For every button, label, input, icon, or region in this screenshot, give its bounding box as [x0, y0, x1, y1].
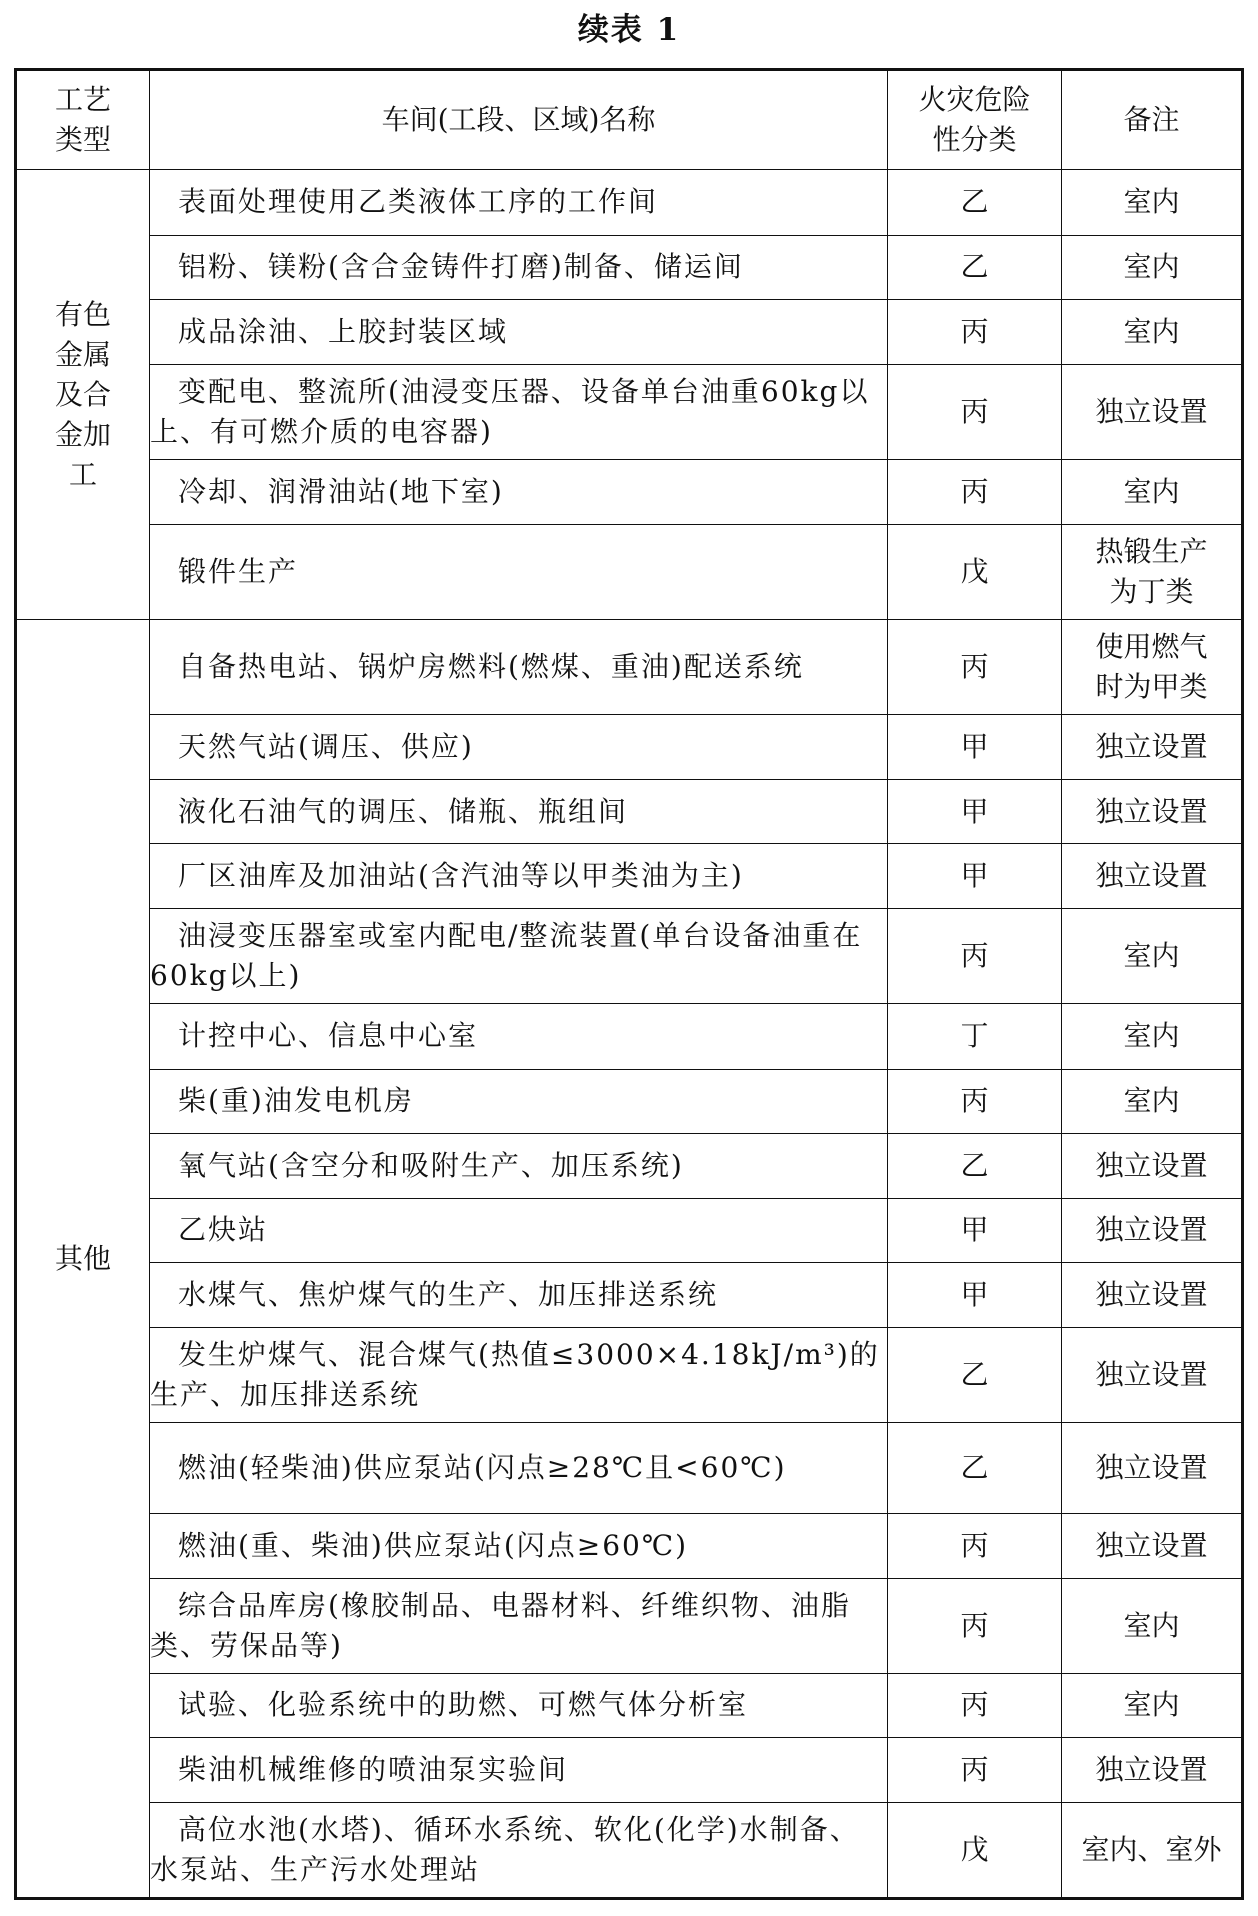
workshop-name: 柴油机械维修的喷油泵实验间 [150, 1738, 888, 1803]
hazard-class: 丙 [888, 364, 1062, 459]
table-row [16, 1134, 1243, 1199]
header-name: 车间(工段、区域)名称 [150, 70, 888, 170]
workshop-name: 成品涂油、上胶封装区域 [150, 300, 888, 365]
table-title: 续表 1 [577, 12, 681, 48]
hazard-class: 乙 [888, 1134, 1062, 1199]
workshop-name: 水煤气、焦炉煤气的生产、加压排送系统 [150, 1263, 888, 1328]
remark: 室内 [1062, 459, 1243, 525]
table-row [16, 1003, 1243, 1069]
remark: 室内 [1062, 300, 1243, 365]
remark: 独立设置 [1062, 1134, 1243, 1199]
hazard-class: 甲 [888, 1263, 1062, 1328]
remark: 室内 [1062, 1003, 1243, 1069]
remark: 室内 [1062, 170, 1243, 236]
remark: 独立设置 [1062, 779, 1243, 844]
fire-hazard-table [14, 68, 1244, 1900]
remark: 独立设置 [1062, 1327, 1243, 1422]
workshop-name: 乙炔站 [150, 1198, 888, 1263]
table-row [16, 620, 1243, 715]
table-row [16, 1069, 1243, 1134]
workshop-name: 冷却、润滑油站(地下室) [150, 459, 888, 525]
hazard-class: 甲 [888, 844, 1062, 909]
workshop-name: 自备热电站、锅炉房燃料(燃煤、重油)配送系统 [150, 620, 888, 715]
hazard-class: 甲 [888, 715, 1062, 780]
hazard-class: 丙 [888, 1578, 1062, 1673]
workshop-name: 液化石油气的调压、储瓶、瓶组间 [150, 779, 888, 844]
workshop-name: 柴(重)油发电机房 [150, 1069, 888, 1134]
header-row [16, 70, 1243, 170]
hazard-class: 乙 [888, 1422, 1062, 1513]
remark: 独立设置 [1062, 1514, 1243, 1579]
workshop-name: 综合品库房(橡胶制品、电器材料、纤维织物、油脂类、劳保品等) [150, 1578, 888, 1673]
remark: 独立设置 [1062, 844, 1243, 909]
hazard-class: 乙 [888, 170, 1062, 236]
workshop-name: 燃油(重、柴油)供应泵站(闪点≥60℃) [150, 1514, 888, 1579]
remark: 热锻生产为丁类 [1062, 525, 1243, 620]
hazard-class: 甲 [888, 779, 1062, 844]
remark: 室内、室外 [1062, 1802, 1243, 1898]
workshop-name: 计控中心、信息中心室 [150, 1003, 888, 1069]
remark: 使用燃气时为甲类 [1062, 620, 1243, 715]
header-note: 备注 [1062, 70, 1243, 170]
remark: 独立设置 [1062, 1263, 1243, 1328]
hazard-class: 乙 [888, 235, 1062, 300]
workshop-name: 高位水池(水塔)、循环水系统、软化(化学)水制备、水泵站、生产污水处理站 [150, 1802, 888, 1898]
table-row [16, 908, 1243, 1003]
table-row [16, 1514, 1243, 1579]
table-row [16, 235, 1243, 300]
workshop-name: 变配电、整流所(油浸变压器、设备单台油重60kg以上、有可燃介质的电容器) [150, 364, 888, 459]
table-row [16, 1263, 1243, 1328]
workshop-name: 铝粉、镁粉(含合金铸件打磨)制备、储运间 [150, 235, 888, 300]
workshop-name: 厂区油库及加油站(含汽油等以甲类油为主) [150, 844, 888, 909]
hazard-class: 丙 [888, 908, 1062, 1003]
workshop-name: 表面处理使用乙类液体工序的工作间 [150, 170, 888, 236]
table-row [16, 170, 1243, 236]
workshop-name: 燃油(轻柴油)供应泵站(闪点≥28℃且<60℃) [150, 1422, 888, 1513]
process-type-cell: 其他 [16, 620, 150, 1899]
process-type-cell: 有色金属及合金加工 [16, 170, 150, 620]
remark: 独立设置 [1062, 364, 1243, 459]
table-row [16, 1802, 1243, 1898]
hazard-class: 丙 [888, 300, 1062, 365]
hazard-class: 甲 [888, 1198, 1062, 1263]
table-row [16, 1198, 1243, 1263]
workshop-name: 天然气站(调压、供应) [150, 715, 888, 780]
table-row [16, 715, 1243, 780]
workshop-name: 锻件生产 [150, 525, 888, 620]
hazard-class: 戊 [888, 525, 1062, 620]
table-row [16, 1738, 1243, 1803]
table-row [16, 779, 1243, 844]
workshop-name: 试验、化验系统中的助燃、可燃气体分析室 [150, 1673, 888, 1738]
remark: 室内 [1062, 1673, 1243, 1738]
remark: 独立设置 [1062, 1422, 1243, 1513]
remark: 独立设置 [1062, 1738, 1243, 1803]
hazard-class: 丙 [888, 1514, 1062, 1579]
header-class: 火灾危险性分类 [888, 70, 1062, 170]
hazard-class: 丙 [888, 459, 1062, 525]
table-row [16, 300, 1243, 365]
remark: 室内 [1062, 1069, 1243, 1134]
table-row [16, 459, 1243, 525]
workshop-name: 油浸变压器室或室内配电/整流装置(单台设备油重在60kg以上) [150, 908, 888, 1003]
workshop-name: 发生炉煤气、混合煤气(热值≤3000×4.18kJ/m³)的生产、加压排送系统 [150, 1327, 888, 1422]
hazard-class: 丙 [888, 1673, 1062, 1738]
table-row [16, 844, 1243, 909]
hazard-class: 丙 [888, 620, 1062, 715]
table-row [16, 1327, 1243, 1422]
remark: 室内 [1062, 235, 1243, 300]
hazard-class: 丁 [888, 1003, 1062, 1069]
table-row [16, 1673, 1243, 1738]
remark: 室内 [1062, 1578, 1243, 1673]
table-row [16, 1422, 1243, 1513]
table-row [16, 364, 1243, 459]
remark: 独立设置 [1062, 1198, 1243, 1263]
remark: 室内 [1062, 908, 1243, 1003]
workshop-name: 氧气站(含空分和吸附生产、加压系统) [150, 1134, 888, 1199]
hazard-class: 戊 [888, 1802, 1062, 1898]
remark: 独立设置 [1062, 715, 1243, 780]
table-row [16, 1578, 1243, 1673]
hazard-class: 丙 [888, 1738, 1062, 1803]
table-row [16, 525, 1243, 620]
hazard-class: 丙 [888, 1069, 1062, 1134]
hazard-class: 乙 [888, 1327, 1062, 1422]
header-type: 工艺类型 [16, 70, 150, 170]
